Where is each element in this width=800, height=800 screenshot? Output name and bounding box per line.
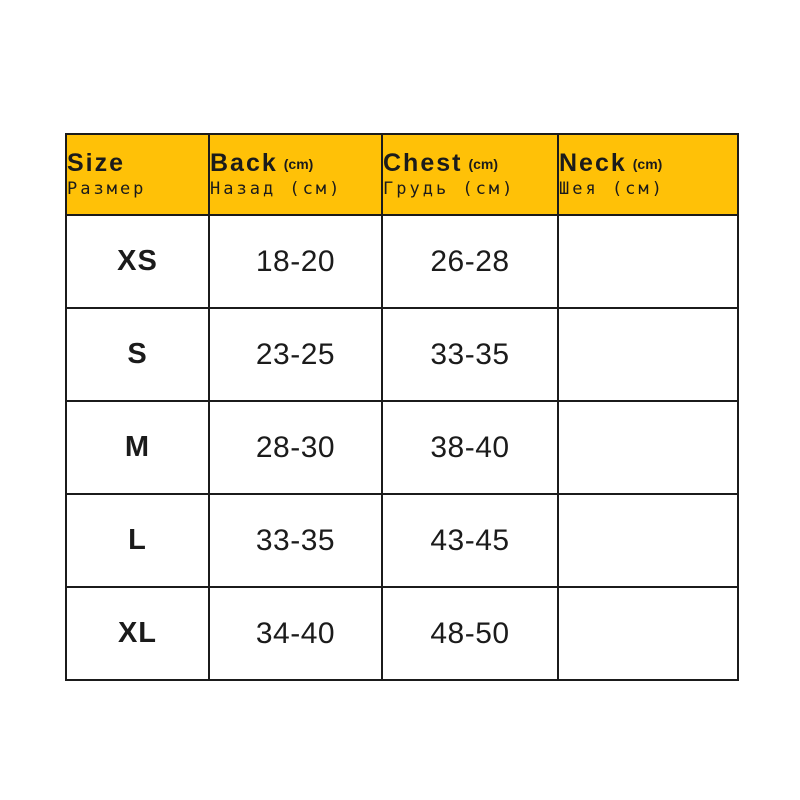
header-back-unit: (cm) [283,156,314,172]
table-row-l [66,494,738,587]
chest-value: 38-40 [382,401,558,494]
table-row-s [66,308,738,401]
chest-value: 48-50 [382,587,558,680]
header-neck-ru: Шея (см) [559,179,665,199]
size-label: XL [66,587,209,680]
size-label: M [66,401,209,494]
neck-value [558,494,738,587]
chest-value: 43-45 [382,494,558,587]
column-header-chest [382,134,558,215]
header-chest-unit: (cm) [468,156,499,172]
neck-value [558,587,738,680]
table-row-m [66,401,738,494]
header-back-ru: Назад (см) [210,179,343,199]
header-size-en [67,149,208,178]
chest-value: 26-28 [382,215,558,308]
neck-value [558,308,738,401]
size-label: L [66,494,209,587]
size-chart-header [66,134,738,215]
size-chart-body [66,215,738,680]
header-size-ru: Размер [67,179,147,199]
neck-value [558,401,738,494]
size-label: XS [66,215,209,308]
chest-value: 33-35 [382,308,558,401]
header-chest-ru: Грудь (см) [383,179,516,199]
neck-value [558,215,738,308]
column-header-neck [558,134,738,215]
header-neck-en [559,149,737,178]
back-value: 23-25 [209,308,382,401]
table-row-xl [66,587,738,680]
size-chart-table [65,133,739,681]
back-value: 34-40 [209,587,382,680]
header-back-en [210,149,381,178]
size-label: S [66,308,209,401]
table-row-xs [66,215,738,308]
back-value: 33-35 [209,494,382,587]
size-chart-container [65,133,739,681]
back-value: 28-30 [209,401,382,494]
header-chest-en [383,149,557,178]
header-size-label: Size [67,149,126,177]
header-chest-label: Chest [383,149,463,177]
header-neck-label: Neck [559,149,627,177]
column-header-size [66,134,209,215]
column-header-back [209,134,382,215]
header-back-label: Back [210,149,278,177]
back-value: 18-20 [209,215,382,308]
header-neck-unit: (cm) [632,156,663,172]
header-row [66,134,738,215]
